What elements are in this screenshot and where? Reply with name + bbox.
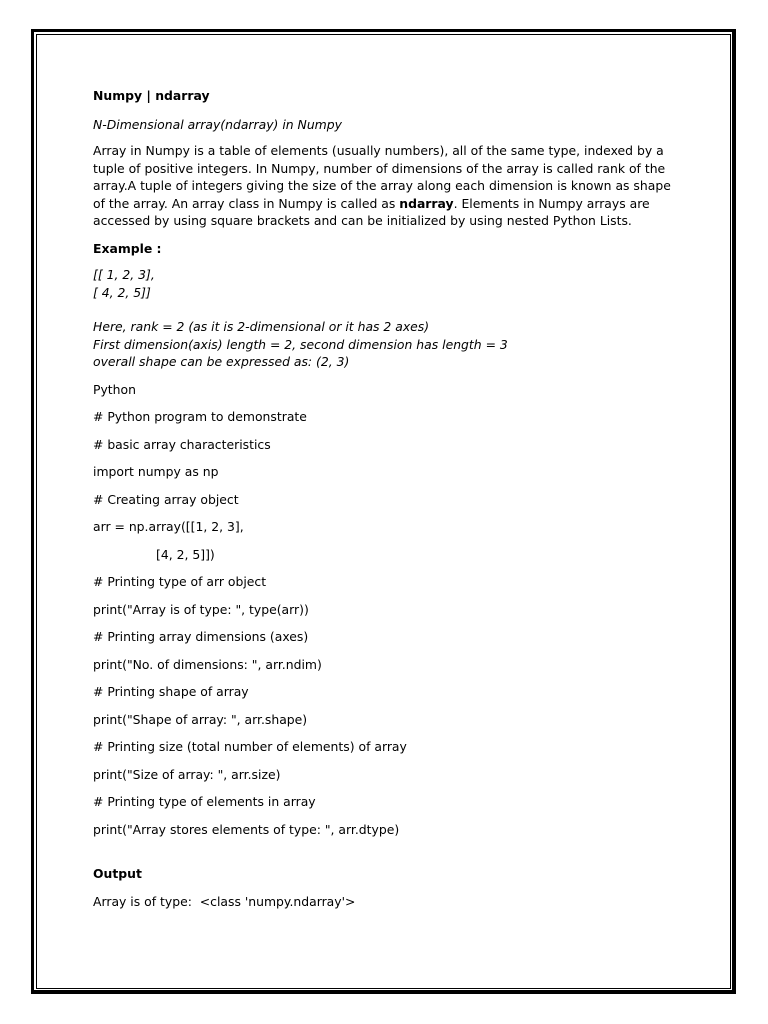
code-line: print("Size of array: ", arr.size)	[93, 766, 281, 782]
intro-bold-term: ndarray	[399, 195, 454, 211]
code-block	[93, 408, 683, 838]
code-line: # Printing size (total number of elements) of array	[93, 739, 407, 754]
language-label: Python	[93, 381, 136, 397]
example-block	[93, 266, 683, 301]
output-heading: Output	[93, 866, 142, 881]
code-line: # Printing shape of array	[93, 684, 249, 699]
code-line: # Printing type of arr object	[93, 574, 267, 589]
intro-paragraph	[93, 142, 683, 230]
code-line: import numpy as np	[93, 464, 219, 479]
explanation-line: First dimension(axis) length = 2, second dimension has length = 3	[93, 336, 508, 352]
example-heading: Example :	[93, 240, 162, 256]
output-line: Array is of type: <class 'numpy.ndarray'>	[93, 893, 356, 909]
explanation-line: overall shape can be expressed as: (2, 3)	[93, 354, 350, 369]
example-line: [ 4, 2, 5]]	[93, 284, 151, 300]
doc-subtitle: N-Dimensional array(ndarray) in Numpy	[93, 116, 342, 132]
code-line: # Printing array dimensions (axes)	[93, 629, 309, 644]
explanation-block	[93, 318, 683, 371]
code-line: [4, 2, 5]])	[93, 546, 215, 562]
intro-text-2: . Elements in Numpy arrays are accessed by using square brackets and can be initialized by using nested Python Lists.	[93, 195, 654, 228]
document-content	[93, 87, 683, 910]
code-line: arr = np.array([[1, 2, 3],	[93, 519, 244, 534]
code-line: print("No. of dimensions: ", arr.ndim)	[93, 656, 322, 672]
code-line: print("Array is of type: ", type(arr))	[93, 601, 309, 617]
code-line: # basic array characteristics	[93, 436, 271, 452]
code-line: # Printing type of elements in array	[93, 794, 316, 809]
code-line: print("Shape of array: ", arr.shape)	[93, 711, 308, 727]
example-line: [[ 1, 2, 3],	[93, 267, 155, 282]
code-line: # Creating array object	[93, 491, 239, 507]
doc-title: Numpy | ndarray	[93, 88, 210, 103]
code-line: # Python program to demonstrate	[93, 409, 307, 424]
explanation-line: Here, rank = 2 (as it is 2-dimensional or it has 2 axes)	[93, 319, 430, 334]
intro-text-1: Array in Numpy is a table of elements (usually numbers), all of the same type, indexed by a tuple of positive integers. In Numpy, number of dimensions of the array is called rank of the array.A tuple of integers giving the size of the array along each dimension is known as shape of the array. An array class in Numpy is called as	[93, 143, 675, 211]
code-line: print("Array stores elements of type: ", arr.dtype)	[93, 821, 400, 837]
